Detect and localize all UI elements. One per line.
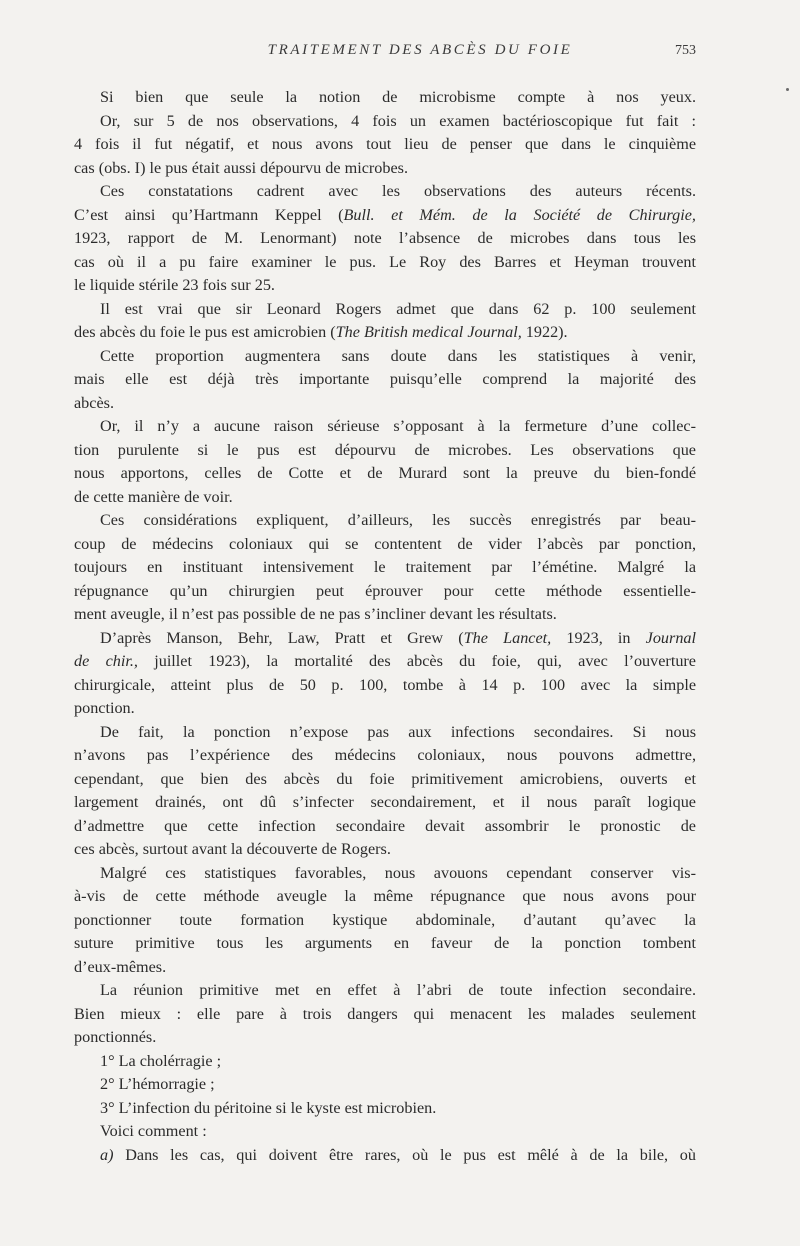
list-item: 3° L’infection du péritoine si le kyste est microbien. — [100, 1098, 437, 1117]
text-segment: D’après Manson, Behr, Law, Pratt et Grew ( — [100, 628, 464, 647]
text-line: le liquide stérile 23 fois sur 25. — [74, 276, 275, 294]
text-line: Or, sur 5 de nos observations, 4 fois un examen bactérioscopique fut fait : — [100, 111, 696, 130]
running-head: TRAITEMENT DES ABCÈS DU FOIE — [267, 42, 573, 58]
text-line: ponctionner toute formation kystique abdominale, d’autant qu’avec la — [74, 910, 696, 929]
citation: de chir., — [74, 652, 138, 670]
text-line: Malgré ces statistiques favorables, nous avouons cependant conserver vis- — [100, 863, 696, 882]
text-line: chirurgicale, atteint plus de 50 p. 100, tombe à 14 p. 100 avec la simple — [74, 675, 696, 694]
text-line: suture primitive tous les arguments en faveur de la ponction tombent — [74, 934, 696, 952]
page-number: 753 — [675, 43, 696, 58]
text-line: Ces considérations expliquent, d’ailleurs, les succès enregistrés par beau- — [100, 511, 696, 529]
text-line: cependant, que bien des abcès du foie primitivement amicrobiens, ouverts et — [74, 769, 696, 788]
text-line: Cette proportion augmentera sans doute dans les statistiques à venir, — [100, 346, 696, 365]
text-line: Si bien que seule la notion de microbisme compte à nos yeux. — [100, 88, 696, 106]
list-item: 1° La cholérragie ; — [100, 1051, 222, 1070]
body-text — [74, 86, 696, 1167]
text-line: Il est vrai que sir Leonard Rogers admet que dans 62 p. 100 seulement — [100, 299, 696, 318]
text-segment: 1922). — [521, 323, 568, 341]
text-line: d’admettre que cette infection secondaire devait assombrir le pronostic de — [74, 816, 696, 835]
text-line: ponction. — [74, 699, 135, 717]
text-line: ponctionnés. — [74, 1028, 157, 1046]
text-line: n’avons pas l’expérience des médecins coloniaux, nous pouvons admettre, — [74, 746, 696, 764]
text-line — [74, 627, 696, 651]
page-header — [74, 42, 696, 66]
list-marker: a) — [100, 1145, 114, 1164]
text-segment: Dans les cas, qui doivent être rares, où le pus est mêlé à de la bile, où — [113, 1145, 696, 1164]
text-line: coup de médecins coloniaux qui se contentent de vider l’abcès par ponction, — [74, 534, 696, 553]
list-item: 2° L’hémorragie ; — [100, 1075, 215, 1093]
text-segment: des abcès du foie le pus est amicrobien ( — [74, 323, 336, 341]
text-line: de cette manière de voir. — [74, 487, 233, 506]
text-line: Or, il n’y a aucune raison sérieuse s’opposant à la fermeture d’une collec- — [100, 417, 696, 435]
text-line — [74, 204, 696, 228]
citation: Bull. et Mém. de la Société de Chirurgie, — [343, 205, 696, 224]
text-line: cas où il a pu faire examiner le pus. Le Roy des Barres et Heyman trouvent — [74, 252, 696, 271]
text-segment: C’est ainsi qu’Hartmann Keppel ( — [74, 205, 344, 224]
margin-speck — [786, 88, 789, 91]
text-line: d’eux-mêmes. — [74, 957, 167, 976]
citation: The Lancet, — [463, 628, 552, 647]
text-line — [74, 1144, 696, 1168]
text-line: De fait, la ponction n’expose pas aux infections secondaires. Si nous — [100, 722, 696, 741]
text-line: à-vis de cette méthode aveugle la même répugnance que nous avons pour — [74, 887, 696, 905]
text-line: mais elle est déjà très importante puisqu’elle comprend la majorité des — [74, 370, 696, 388]
text-line: toujours en instituant intensivement le traitement par l’émétine. Malgré la — [74, 558, 696, 576]
text-line: nous apportons, celles de Cotte et de Murard sont la preuve du bien-fondé — [74, 464, 696, 482]
citation: The British medical Journal, — [335, 323, 522, 341]
text-line: Ces constatations cadrent avec les observations des auteurs récents. — [100, 182, 696, 200]
text-segment: 1923, in — [551, 628, 646, 647]
text-line: Bien mieux : elle pare à trois dangers qui menacent les malades seulement — [74, 1004, 696, 1023]
text-line: ment aveugle, il n’est pas possible de ne pas s’incliner devant les résultats. — [74, 605, 557, 623]
text-line: tion purulente si le pus est dépourvu de microbes. Les observations que — [74, 440, 696, 459]
text-line: largement drainés, ont dû s’infecter secondairement, et il nous paraît logique — [74, 793, 696, 811]
text-segment: juillet 1923), la mortalité des abcès du foie, qui, avec l’ouverture — [137, 652, 696, 670]
text-line — [74, 321, 696, 345]
text-line: La réunion primitive met en effet à l’abri de toute infection secondaire. — [100, 981, 696, 999]
text-line: cas (obs. I) le pus était aussi dépourvu de microbes. — [74, 158, 409, 177]
text-line: abcès. — [74, 393, 114, 412]
text-line: 1923, rapport de M. Lenormant) note l’absence de microbes dans tous les — [74, 229, 696, 247]
text-line: 4 fois il fut négatif, et nous avons tout lieu de penser que dans le cinquième — [74, 135, 696, 153]
citation: Journal — [645, 628, 697, 647]
text-line: Voici comment : — [100, 1122, 207, 1140]
text-line: ces abcès, surtout avant la découverte de Rogers. — [74, 840, 391, 858]
text-line — [74, 650, 696, 674]
text-line: répugnance qu’un chirurgien peut éprouver pour cette méthode essentielle- — [74, 581, 696, 600]
